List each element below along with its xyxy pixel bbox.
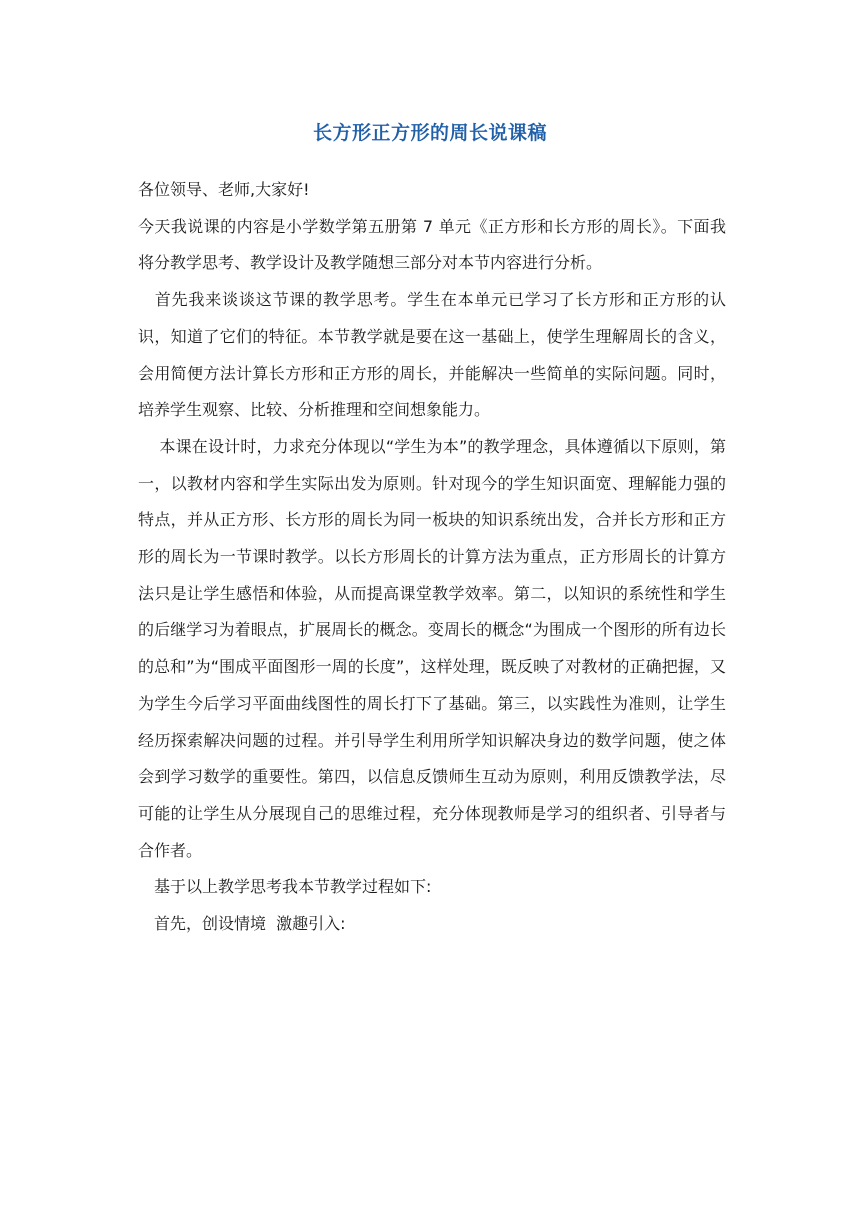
design-principles-paragraph: 本课在设计时，力求充分体现以“学生为本”的教学理念，具体遵循以下原则，第一，以教材内容和学生实际出发为原则。针对现今的学生知识面宽、理解能力强的特点，并从正方形、长方形的周长为同一板块的知识系统出发，合并长方形和正方形的周长为一节课时教学。以长方形周长的计算方法为重点，正方形周长的计算方法只是让学生感悟和体验，从而提高课堂教学效率。第二，以知识的系统性和学生的后继学习为着眼点，扩展周长的概念。变周长的概念“为围成一个图形的所有边长的总和”为“围成平面图形一周的长度”，这样处理，既反映了对教材的正确把握，又为学生今后学习平面曲线图性的周长打下了基础。第三，以实践性为准则，让学生经历探索解决问题的过程。并引导学生利用所学知识解决身边的数学问题，使之体会到学习数学的重要性。第四，以信息反馈师生互动为原则，利用反馈教学法，尽可能的让学生从分展现自己的思维过程，充分体现教师是学习的组织者、引导者与合作者。 — [138, 436, 726, 860]
intro-paragraph: 今天我说课的内容是小学数学第五册第 7 单元《正方形和长方形的周长》。下面我将分教学思考、教学设计及教学随想三部分对本节内容进行分析。 — [138, 216, 726, 273]
document-title: 长方形正方形的周长说课稿 — [312, 122, 547, 144]
first-step-paragraph: 首先，创设情境 激趣引入: — [138, 914, 346, 934]
document-body — [138, 172, 726, 943]
process-intro-paragraph: 基于以上教学思考我本节教学过程如下: — [138, 877, 432, 897]
teaching-thoughts-paragraph: 首先我来谈谈这节课的教学思考。学生在本单元已学习了长方形和正方形的认识，知道了它们的特征。本节教学就是要在这一基础上，使学生理解周长的含义，会用简便方法计算长方形和正方形的周长，并能解决一些简单的实际问题。同时，培养学生观察、比较、分析推理和空间想象能力。 — [138, 290, 726, 420]
greeting-paragraph: 各位领导、老师,大家好! — [138, 180, 310, 199]
